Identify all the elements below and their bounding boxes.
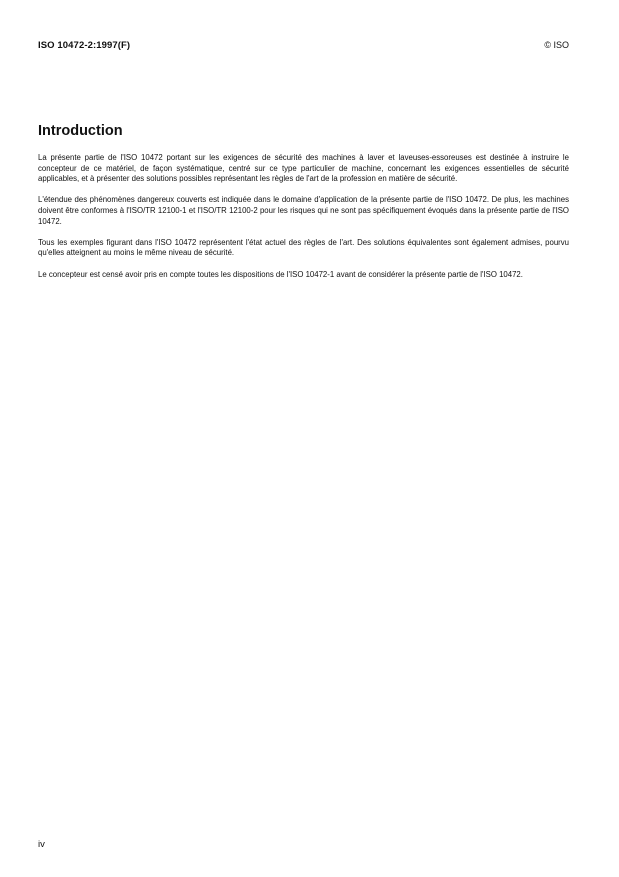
section-body	[38, 153, 569, 291]
section-title: Introduction	[38, 123, 123, 139]
document-id: ISO 10472-2:1997(F)	[38, 40, 131, 51]
paragraph: La présente partie de l'ISO 10472 portant sur les exigences de sécurité des machines à laver et laveuses-essoreuses est destinée à instruire le concepteur de ce matériel, de façon systématique, centré sur ce type particulier de machine, concernant les exigences essentielles de sécurité applicables, et à présenter des solutions possibles représentant les règles de l'art de la profession en matière de sécurité.	[38, 153, 569, 184]
paragraph: Le concepteur est censé avoir pris en compte toutes les dispositions de l'ISO 10472-1 avant de considérer la présente partie de l'ISO 10472.	[38, 269, 523, 279]
page-number: iv	[38, 839, 45, 850]
copyright-notice: © ISO	[544, 40, 569, 50]
paragraph: L'étendue des phénomènes dangereux couverts est indiquée dans le domaine d'application de la présente partie de l'ISO 10472. De plus, les machines doivent être conformes à l'ISO/TR 12100-1 et l'ISO/TR 12100-2 pour les risques qui ne sont pas spécifiquement évoqués dans la présente partie de l'ISO 10472.	[38, 195, 569, 226]
paragraph: Tous les exemples figurant dans l'ISO 10472 représentent l'état actuel des règles de l'art. Des solutions équivalentes sont également admises, pourvu qu'elles atteignent au moins le même niveau de sécurité.	[38, 237, 569, 258]
